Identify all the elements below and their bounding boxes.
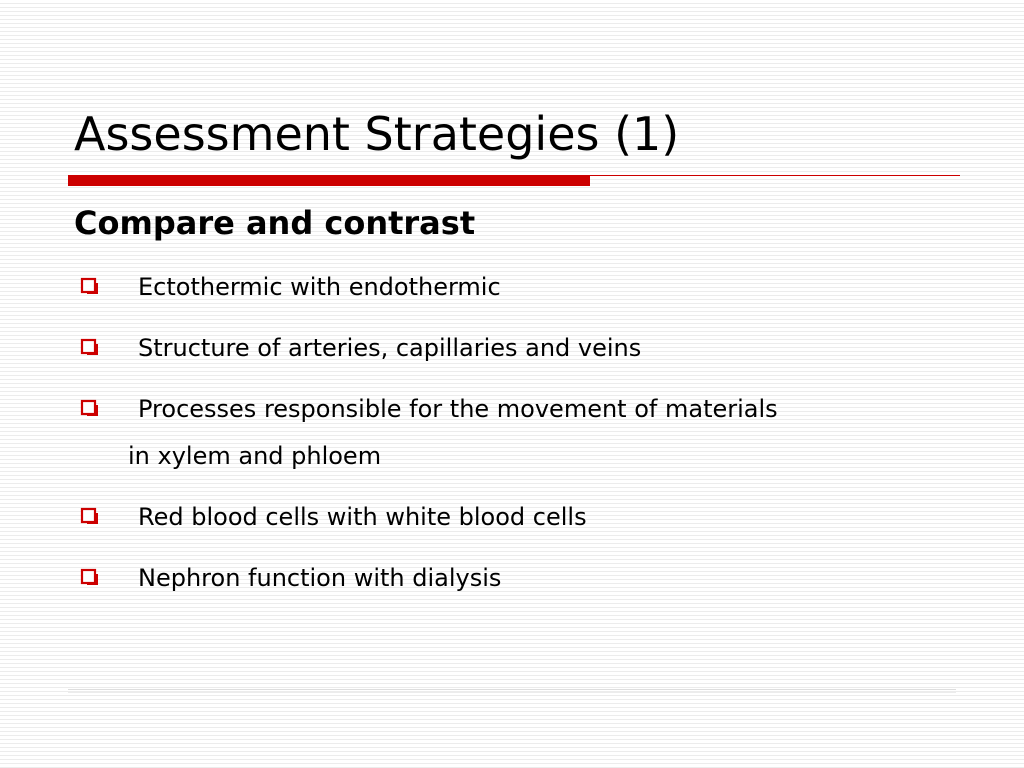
bullet-item xyxy=(74,494,964,541)
slide-title: Assessment Strategies (1) xyxy=(74,107,680,161)
bullet-item xyxy=(74,325,964,372)
bullet-item xyxy=(74,386,964,480)
title-underline-thin xyxy=(590,175,960,176)
section-heading: Compare and contrast xyxy=(74,204,476,242)
footer-rule xyxy=(68,689,956,690)
bullet-text: Ectothermic with endothermic xyxy=(138,273,501,301)
bullet-text: Structure of arteries, capillaries and veins xyxy=(138,334,642,362)
footer-rule xyxy=(68,692,956,693)
bullet-text: Nephron function with dialysis xyxy=(138,564,502,592)
bullet-text-continuation: in xylem and phloem xyxy=(128,442,382,470)
bullet-item xyxy=(74,264,964,311)
hollow-square-bullet-icon xyxy=(76,397,100,421)
hollow-square-bullet-icon xyxy=(76,336,100,360)
bullet-text: Red blood cells with white blood cells xyxy=(138,503,587,531)
hollow-square-bullet-icon xyxy=(76,566,100,590)
hollow-square-bullet-icon xyxy=(76,505,100,529)
bullet-text: Processes responsible for the movement of materials xyxy=(138,395,778,423)
hollow-square-bullet-icon xyxy=(76,275,100,299)
bullet-item xyxy=(74,555,964,602)
bullet-list xyxy=(74,264,964,616)
title-underline-thick xyxy=(68,175,590,186)
